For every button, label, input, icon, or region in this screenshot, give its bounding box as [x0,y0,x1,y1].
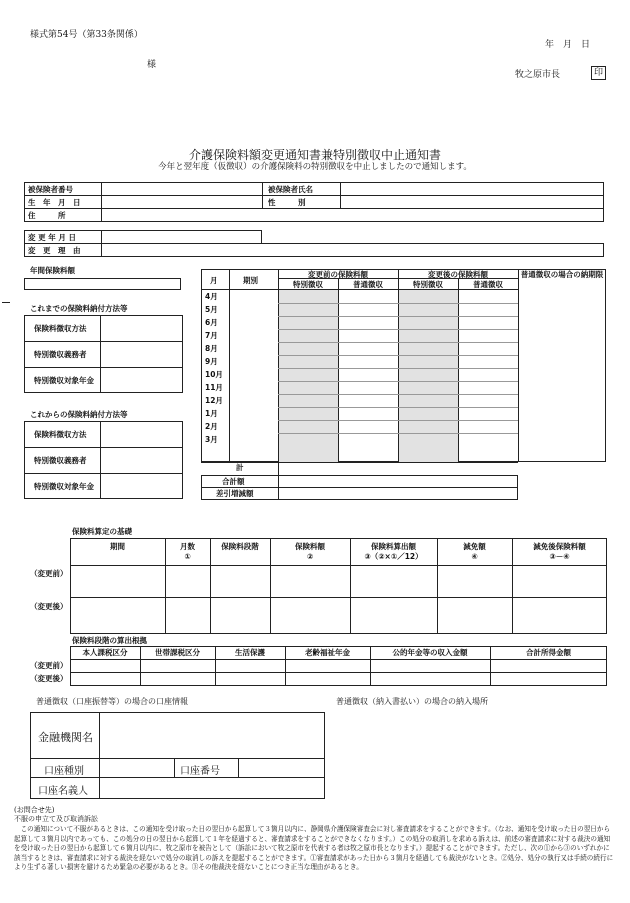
sex-label: 性 別 [268,198,306,207]
basis-header: 月数 ① [180,542,195,561]
month-row-line [278,342,518,343]
deadline-header: 普通徴収の場合の納期限 [520,270,604,279]
month-label: 6月 [205,318,218,327]
before-normal-header: 普通徴収 [353,280,383,289]
diff-label: 差引増減額 [216,489,254,498]
month-label: 3月 [205,435,218,444]
birthdate-label: 生 年 月 日 [28,198,81,207]
change-date-label: 変 更 年 月 日 [28,233,76,242]
before-method-title: これまでの保険料納付方法等 [30,304,128,313]
month-label: 8月 [205,344,218,353]
stage-header: 老齢福祉年金 [305,648,350,657]
seal-mark: 印 [591,66,606,80]
payment-place-title: 普通徴収（納入書払い）の場合の納入場所 [336,697,488,706]
month-row-line [278,381,518,382]
change-reason-box [24,243,604,257]
issuer-name: 牧之原市長 [515,70,561,80]
institution-label: 金融機関名 [38,731,93,744]
after-pension-label: 特別徴収対象年金 [34,482,94,491]
month-label: 11月 [205,383,223,392]
month-row-line [278,355,518,356]
after-obligor-label: 特別徴収義務者 [34,456,87,465]
stage-after-label: （変更後） [30,674,68,683]
account-number-label: 口座番号 [180,766,220,777]
basis-header: 保険料段階 [221,542,259,551]
bank-info-title: 普通徴収（口座振替等）の場合の口座情報 [36,697,188,706]
stage-header: 公的年金等の収入金額 [392,648,468,657]
basis-header: 減免額 ④ [463,542,486,561]
month-row-line [278,394,518,395]
month-row-line [278,433,518,434]
before-special-header: 特別徴収 [293,280,323,289]
before-obligor-label: 特別徴収義務者 [34,350,87,359]
grand-total-label: 合計額 [222,477,245,486]
basis-header: 減免後保険料額 ③－④ [533,542,586,561]
after-method-title: これからの保険料納付方法等 [30,410,128,419]
issue-date: 年 月 日 [545,40,591,50]
account-type-label: 口座種別 [44,766,84,777]
insured-number-label: 被保険者番号 [28,185,73,194]
period-header: 期別 [243,276,258,285]
after-special-header: 特別徴収 [413,280,443,289]
basis-header: 期間 [110,542,125,551]
total-label: 計 [236,463,244,472]
month-label: 4月 [205,292,218,301]
basis-header: 保険料算出額 ③（②×①／12） [364,542,423,561]
month-label: 1月 [205,409,218,418]
month-label: 9月 [205,357,218,366]
before-pension-label: 特別徴収対象年金 [34,376,94,385]
form-number: 様式第54号（第33条関係） [30,30,143,40]
month-label: 5月 [205,305,218,314]
after-collect-method-label: 保険料徴収方法 [34,430,87,439]
before-amount-header: 変更前の保険料額 [308,270,368,279]
basis-column-divider [210,538,211,634]
stage-header: 生活保護 [235,648,265,657]
after-normal-header: 普通徴収 [473,280,503,289]
month-header: 月 [210,276,218,285]
appeal-text: この通知について不服があるときは、この通知を受け取った日の翌日から起算して３箇月以内に、静岡県介護保険審査会に対し審査請求をすることができます。（なお、通知を受け取った日の翌日から起算して３箇月以内であっても、この処分の日の翌日から起算して１年を経過すると、審査請求をすることができなくなります。）この処分の取消しを求める訴えは、前述の審査請求に対する裁決の通知を受け取った日の翌日から起算して６箇月以内に、牧之原市を被告として（訴訟において牧之原市を代表する者は牧之原市長となります。）提起することができます。ただし、次の①から③のいずれかに該当するときは、審査請求に対する裁決を経ないで処分の取消しの訴えを提起することができます。①審査請求があった日から３箇月を経過しても裁決がないとき。②処分、処分の執行又は手続の続行により生ずる著しい損害を避けるため緊急の必要があるとき。③その他裁決を経ないことにつき正当な理由があるとき。 [14,825,614,871]
insured-name-label: 被保険者氏名 [268,185,313,194]
month-label: 12月 [205,396,223,405]
basis-before-label: （変更前） [30,569,68,578]
month-row-line [278,329,518,330]
month-row-line [278,303,518,304]
annual-premium-label: 年間保険料額 [30,266,75,275]
address-label: 住 所 [28,211,66,220]
basis-after-label: （変更後） [30,602,68,611]
recipient-honorific: 様 [147,60,157,70]
month-row-line [278,420,518,421]
month-row-line [278,316,518,317]
month-row-line [278,407,518,408]
stage-title: 保険料段階の算出根拠 [72,636,147,645]
annual-premium-box [24,278,181,290]
stage-header: 世帯課税区分 [155,648,200,657]
month-label: 7月 [205,331,218,340]
basis-header: 保険料額 ② [295,542,325,561]
change-reason-label: 変 更 理 由 [28,246,81,255]
stage-header: 合計所得金額 [526,648,571,657]
month-label: 10月 [205,370,223,379]
contact-label: (お問合せ先) [14,806,55,814]
appeal-title: 不服の申立て及び取消訴訟 [14,815,98,823]
after-amount-header: 変更後の保険料額 [428,270,488,279]
document-subtitle: 今年と翌年度（仮徴収）の介護保険料の特別徴収を中止しましたので通知します。 [158,162,472,172]
basis-title: 保険料算定の基礎 [72,527,132,536]
month-row-line [278,368,518,369]
document-title: 介護保険料額変更通知書兼特別徴収中止通知書 [188,148,441,162]
insured-info-box [24,182,604,222]
before-collect-method-label: 保険料徴収方法 [34,324,87,333]
stage-before-label: （変更前） [30,661,68,670]
month-label: 2月 [205,422,218,431]
stage-header: 本人課税区分 [82,648,128,657]
account-holder-label: 口座名義人 [38,786,88,797]
